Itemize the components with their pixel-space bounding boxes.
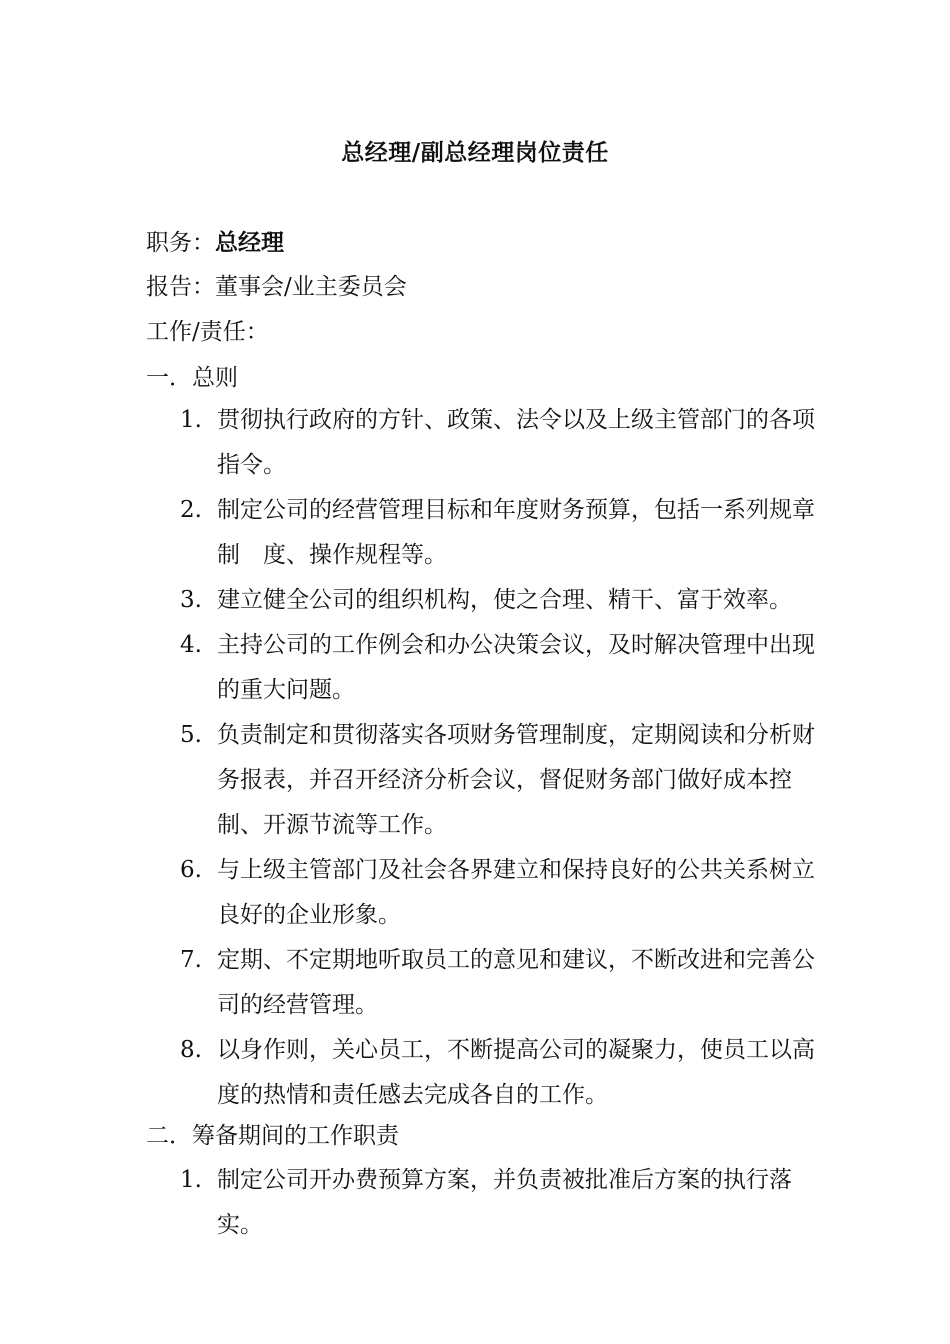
duties-label: 工作/责任：: [146, 319, 269, 345]
item-text: 制定公司开办费预算方案，并负责被批准后方案的执行落实。: [217, 1167, 792, 1238]
item-text: 负责制定和贯彻落实各项财务管理制度，定期阅读和分析财务报表，并召开经济分析会议，督促财务部门做好成本控制、开源节流等工作。: [217, 722, 815, 838]
list-item: [0, 938, 950, 1028]
item-number: 8.: [180, 1037, 202, 1063]
list-item: [0, 578, 950, 623]
position-label: 职务：: [146, 230, 215, 256]
report-line: 报告：董事会/业主委员会: [146, 274, 407, 300]
list-item: [0, 623, 950, 713]
item-number: 1.: [180, 1167, 202, 1193]
position-line: [146, 226, 284, 260]
position-value: 总经理: [215, 229, 284, 256]
item-text: 主持公司的工作例会和办公决策会议，及时解决管理中出现的重大问题。: [217, 632, 815, 703]
preparation-duties-list: [0, 1158, 950, 1248]
item-text: 以身作则，关心员工，不断提高公司的凝聚力，使员工以高度的热情和责任感去完成各自的工作。: [217, 1037, 815, 1108]
general-duties-list: [0, 398, 950, 1118]
item-number: 1.: [180, 407, 202, 433]
list-item: [0, 488, 950, 578]
item-number: 7.: [180, 947, 202, 973]
list-item: [0, 1158, 950, 1248]
list-item: [0, 713, 950, 848]
item-text: 制定公司的经营管理目标和年度财务预算，包括一系列规章制 度、操作规程等。: [217, 497, 815, 568]
item-text: 贯彻执行政府的方针、政策、法令以及上级主管部门的各项指令。: [217, 407, 815, 478]
list-item: [0, 1028, 950, 1118]
item-number: 5.: [180, 722, 202, 748]
section-heading-preparation: 二．筹备期间的工作职责: [146, 1123, 399, 1149]
list-item: [0, 848, 950, 938]
item-number: 2.: [180, 497, 202, 523]
item-text: 建立健全公司的组织机构，使之合理、精干、富于效率。: [217, 587, 792, 613]
document-title: 总经理/副总经理岗位责任: [341, 139, 609, 166]
item-number: 6.: [180, 857, 202, 883]
item-text: 与上级主管部门及社会各界建立和保持良好的公共关系树立良好的企业形象。: [217, 857, 815, 928]
item-number: 3.: [180, 587, 202, 613]
item-text: 定期、不定期地听取员工的意见和建议，不断改进和完善公司的经营管理。: [217, 947, 815, 1018]
section-heading-general: 一．总则: [146, 365, 238, 391]
list-item: [0, 398, 950, 488]
item-number: 4.: [180, 632, 202, 658]
